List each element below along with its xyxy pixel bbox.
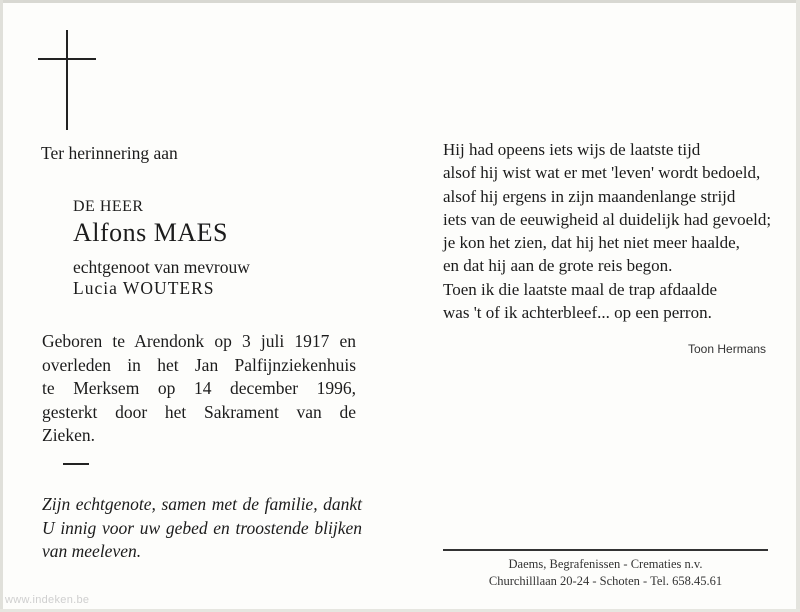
- poem-line: en dat hij aan de grote reis begon.: [443, 256, 673, 276]
- scan-edge-left: [0, 0, 3, 612]
- bio-line: overleden in het Jan Palfijnziekenhuis: [42, 354, 356, 375]
- poem-line: Toen ik die laatste maal de trap afdaalde: [443, 279, 717, 299]
- latin-cross-icon: [38, 30, 96, 130]
- bio-line: te Merksem op 14 december 1996,: [42, 378, 356, 398]
- scan-edge-top: [0, 0, 800, 3]
- printer-line: Daems, Begrafenissen - Crematies n.v.: [508, 557, 703, 571]
- deceased-name: Alfons MAES: [73, 218, 229, 247]
- honorific-title: DE HEER: [73, 198, 144, 215]
- poem-line: alsof hij wist wat er met 'leven' wordt bedoeld,: [443, 163, 761, 183]
- cross-vertical-bar: [66, 30, 68, 130]
- poem-line: was 't of ik achterbleef... op een perron.: [443, 303, 712, 323]
- printer-info: [443, 556, 768, 590]
- intro-text: Ter herinnering aan: [41, 143, 178, 163]
- spouse-name: Lucia WOUTERS: [73, 278, 215, 298]
- poem-line: alsof hij ergens in zijn maandenlange strijd: [443, 186, 736, 206]
- bio-line: gesterkt door het Sakrament van de: [42, 401, 356, 422]
- poem-line: iets van de eeuwigheid al duidelijk had gevoeld;: [443, 209, 772, 229]
- thanks-line: van meeleven.: [42, 541, 142, 561]
- poem: [443, 138, 773, 324]
- spouse-relation: echtgenoot van mevrouw: [73, 257, 250, 277]
- printer-rule: [443, 549, 768, 551]
- scan-edge-right: [796, 0, 800, 612]
- printer-line: Churchilllaan 20-24 - Schoten - Tel. 658.45.61: [488, 574, 723, 588]
- cross-horizontal-bar: [38, 58, 96, 60]
- thanks-line: Zijn echtgenote, samen met de familie, dankt: [42, 494, 362, 514]
- thanks-line: U innig voor uw gebed en troostende blijken: [42, 517, 362, 538]
- thanks-paragraph: [42, 493, 362, 564]
- bio-line: Geboren te Arendonk op 3 juli 1917 en: [42, 331, 356, 351]
- section-divider: [63, 463, 89, 465]
- poem-line: je kon het zien, dat hij het niet meer haalde,: [443, 233, 740, 253]
- bio-line: Zieken.: [42, 425, 95, 445]
- biography-paragraph: [42, 330, 356, 448]
- poem-line: Hij had opeens iets wijs de laatste tijd: [443, 140, 701, 159]
- poem-author: Toon Hermans: [688, 342, 767, 356]
- watermark-text: www.indeken.be: [5, 594, 90, 606]
